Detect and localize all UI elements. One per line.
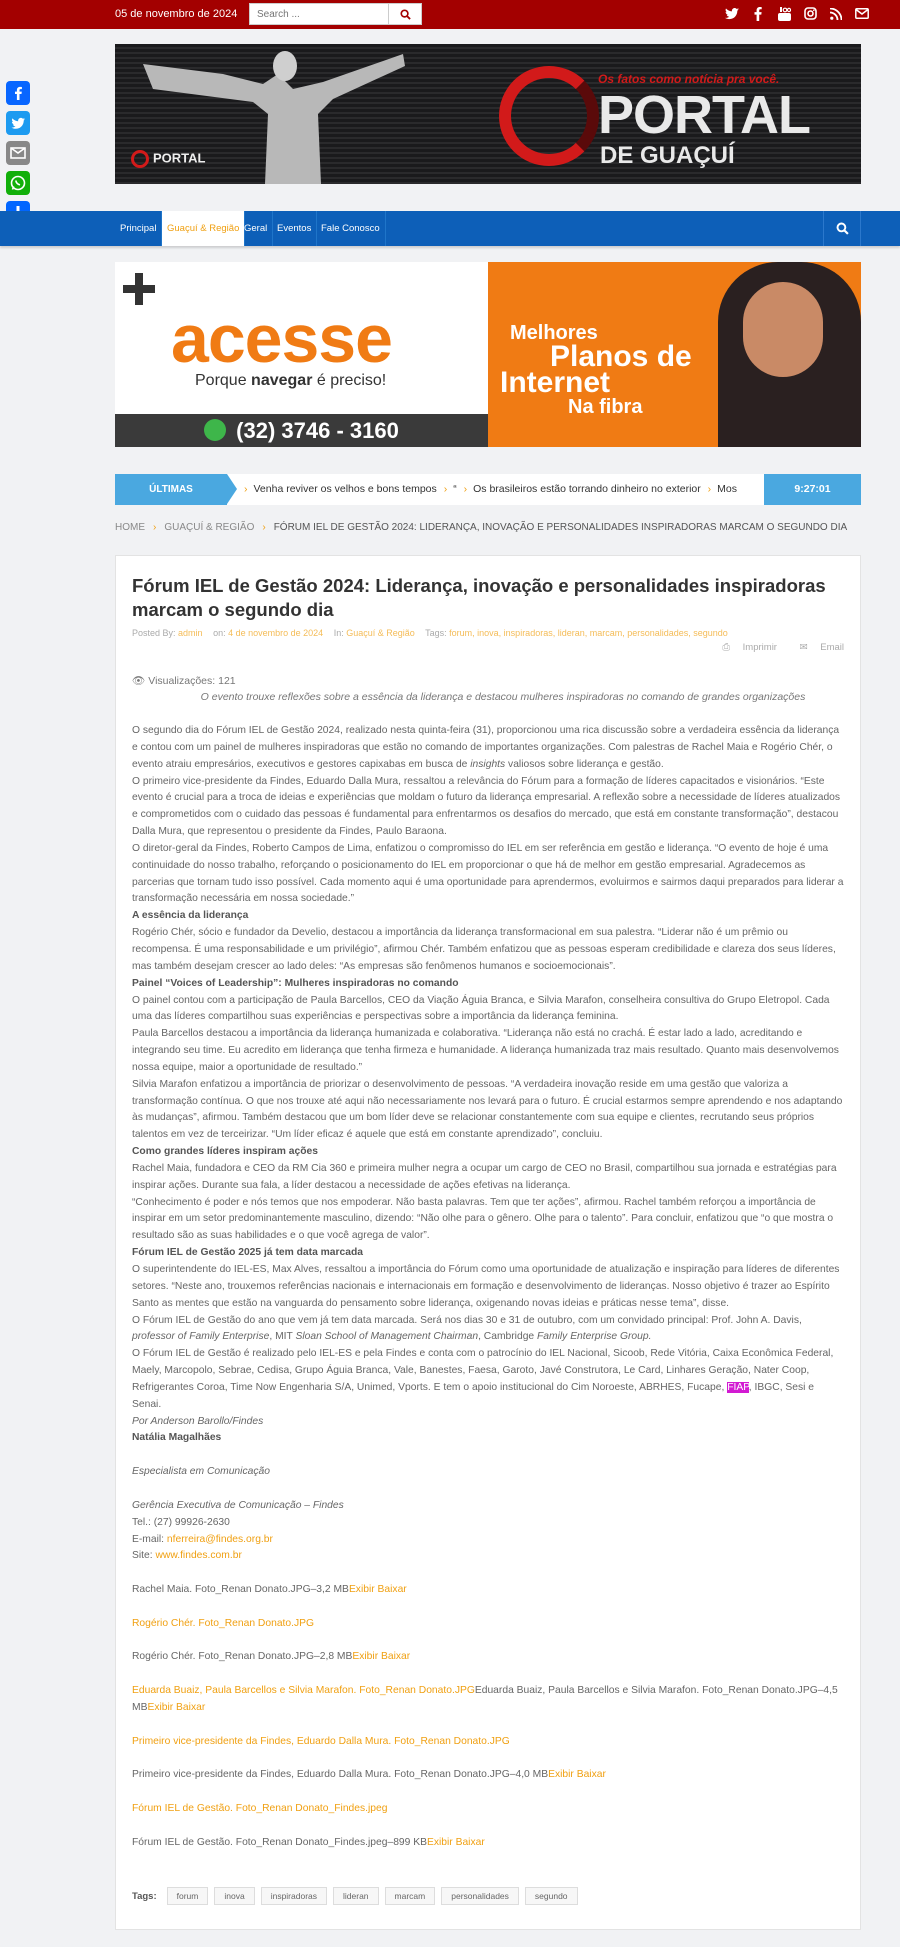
article-card bbox=[115, 555, 861, 1930]
contact-department-text: Gerência Executiva de Comunicação – Findes bbox=[132, 1499, 344, 1511]
paragraph: “Conhecimento é poder e nós temos que nos empoderar. Não basta palavras. Tem que ter ações”, afirmou. Rachel também reforçou a importância de inspirar em um setor predominantemente masculino, dizendo: “Não olhe para o gênero. Olhe para o talento”. Para concluir, enfatizou que “o que mostra o resultado são as suas habilidades e o que você agrega de valor”. bbox=[132, 1196, 834, 1242]
ad-line-4: Na fibra bbox=[568, 396, 643, 418]
chevron-right-icon: › bbox=[153, 522, 157, 533]
byline bbox=[132, 1414, 846, 1431]
attachment bbox=[132, 1801, 846, 1818]
attachment-info: Primeiro vice-presidente da Findes, Eduardo Dalla Mura. Foto_Renan Donato.JPG–4,0 MB bbox=[132, 1769, 549, 1781]
envelope-icon[interactable] bbox=[855, 6, 869, 21]
banner-tagline: Os fatos como notícia pra você. bbox=[598, 72, 780, 86]
view-count-text: Visualizações: 121 bbox=[148, 675, 236, 687]
search-icon bbox=[400, 9, 411, 20]
instagram-icon[interactable] bbox=[803, 6, 817, 21]
youtube-icon[interactable] bbox=[777, 6, 791, 21]
paragraph bbox=[132, 1346, 846, 1413]
attachment bbox=[132, 1683, 846, 1717]
section-heading: Painel “Voices of Leadership”: Mulheres inspiradoras no comando bbox=[132, 977, 459, 989]
nav-item-fale-conosco[interactable]: Fale Conosco bbox=[316, 211, 386, 246]
small-logo bbox=[131, 150, 205, 168]
paragraph-text: , IBGC, Sesi e Senai. bbox=[132, 1381, 815, 1410]
section-heading: Como grandes líderes inspiram ações bbox=[132, 1146, 318, 1158]
section-heading: A essência da liderança bbox=[132, 910, 249, 922]
ticker-label: ÚLTIMAS bbox=[115, 474, 227, 505]
print-label: Imprimir bbox=[742, 642, 777, 653]
article-title: Fórum IEL de Gestão 2024: Liderança, inovação e personalidades inspiradoras marcam o segundo dia bbox=[132, 575, 826, 620]
logo-ring-small-icon bbox=[131, 150, 149, 168]
contact-department bbox=[132, 1498, 846, 1515]
tag-list bbox=[132, 1887, 584, 1905]
article-tools bbox=[702, 642, 844, 653]
email-label: Email bbox=[820, 642, 844, 653]
meta-date[interactable]: 4 de novembro de 2024 bbox=[228, 628, 324, 638]
contact-phone: Tel.: (27) 99926-2630 bbox=[132, 1516, 230, 1528]
attachment-link[interactable]: Fórum IEL de Gestão. Foto_Renan Donato_Findes.jpeg bbox=[132, 1803, 388, 1814]
meta-tags-label: Tags: bbox=[425, 628, 447, 638]
ticker-item[interactable]: Os brasileiros estão torrando dinheiro no exterior bbox=[473, 483, 701, 495]
search-box bbox=[249, 3, 422, 25]
nav-item-eventos[interactable]: Eventos bbox=[272, 211, 317, 246]
ticker-item[interactable]: “ bbox=[453, 483, 457, 495]
attachment bbox=[132, 1767, 846, 1784]
contact-name: Natália Magalhães bbox=[132, 1432, 222, 1444]
paragraph: O primeiro vice-presidente da Findes, Eduardo Dalla Mura, ressaltou a relevância do Fórum para a formação de líderes capacitados e visionários. “Este evento é crucial para a troca de ideias e experiências que moldam o futuro da liderança empresarial. A reflexão sobre a necessidade de líderes atualizados e comprometidos com o cuidado das pessoas é fundamental para enfrentarmos os desafios do mercado, que está em constante transformação”, destacou Dalla Mura, que representou o presidente da Findes, Paulo Baraona. bbox=[132, 775, 841, 838]
meta-category[interactable]: Guaçuí & Região bbox=[346, 628, 415, 638]
ad-phone-bar bbox=[115, 414, 488, 447]
highlighted-text: FIAP bbox=[727, 1381, 749, 1393]
tag-link[interactable]: marcam bbox=[385, 1887, 436, 1905]
paragraph-text: O segundo dia do Fórum IEL de Gestão 2024, realizado nesta quinta-feira (31), proporcionou uma rica discussão sobre a verdadeira essência da liderança e contou com um painel de mulheres inspiradoras que estão no comando de importantes organizações. Com palestras de Rachel Maia e Rogério Chér, o evento atraiu empresários, executivos e gestores capixabas em busca de bbox=[132, 725, 840, 770]
ad-slogan bbox=[195, 372, 386, 390]
chevron-right-icon: › bbox=[463, 483, 468, 495]
paragraph-emphasis: Sloan School of Management Chairman bbox=[295, 1331, 479, 1343]
paragraph-text: , Cambridge bbox=[478, 1331, 538, 1343]
contact-site bbox=[132, 1548, 846, 1565]
advertisement-banner[interactable] bbox=[115, 262, 861, 447]
small-logo-text: PORTAL bbox=[153, 150, 206, 166]
contact-site-label: Site: bbox=[132, 1550, 156, 1562]
ad-model-face bbox=[743, 282, 823, 377]
article-subtitle: O evento trouxe reflexões sobre a essência da liderança e destacou mulheres inspiradoras no comando de grandes organizações bbox=[200, 691, 806, 703]
paragraph-emphasis: Family Enterprise Group. bbox=[537, 1331, 652, 1343]
attachment bbox=[132, 1835, 846, 1852]
whatsapp-icon bbox=[204, 419, 226, 441]
paragraph-text: O Fórum IEL de Gestão é realizado pelo IEL-ES e pela Findes e conta com o patrocínio do IEL Nacional, Sicoob, Rede Vitória, Caixa Econômica Federal, Maely, Marcopolo, Sebrae, Cedisa, Grupo Águia Branca, Vale, Banestes, Faesa, Garoto, Javé Construtora, Le Card, Linhares Geração, Nater Coop, Refrigerantes Coroa, Time Now Engenharia S/A, Unimed, Vports. E tem o apoio institucional do Cim Noroeste, ABRHES, Fucape, bbox=[132, 1348, 834, 1393]
contact-role-text: Especialista em Comunicação bbox=[132, 1466, 270, 1478]
nav-search-button[interactable] bbox=[823, 211, 861, 246]
floating-share-bar bbox=[5, 80, 31, 230]
breadcrumb-current: FÓRUM IEL DE GESTÃO 2024: LIDERANÇA, INOVAÇÃO E PERSONALIDADES INSPIRADORAS MARCAM O SEGUNDO DIA bbox=[273, 522, 848, 533]
chevron-right-icon: › bbox=[707, 483, 712, 495]
paragraph bbox=[132, 1313, 846, 1347]
meta-author-label: Posted By: bbox=[132, 628, 176, 638]
attachment-info: Fórum IEL de Gestão. Foto_Renan Donato_Findes.jpeg–899 KB bbox=[132, 1836, 427, 1848]
attachment bbox=[132, 1616, 846, 1633]
meta-author[interactable]: admin bbox=[178, 628, 203, 638]
attachment-info: Eduarda Buaiz, Paula Barcellos e Silvia Marafon. Foto_Renan Donato.JPG–4,5 MB bbox=[132, 1685, 838, 1713]
tags-label: Tags: bbox=[132, 1890, 157, 1902]
meta-category-label: In: bbox=[333, 628, 344, 638]
twitter-icon[interactable] bbox=[5, 110, 31, 136]
tag-link[interactable]: segundo bbox=[525, 1887, 578, 1905]
ad-slogan-pre: Porque bbox=[195, 372, 252, 389]
site-header-banner[interactable] bbox=[115, 44, 861, 184]
whatsapp-icon[interactable] bbox=[5, 170, 31, 196]
nav-item-geral[interactable]: Geral bbox=[239, 211, 273, 246]
search-input[interactable] bbox=[250, 4, 388, 24]
nav-item-guacui-regiao[interactable]: Guaçuí & Região bbox=[162, 211, 245, 246]
social-links bbox=[725, 6, 869, 21]
ad-left-panel bbox=[115, 262, 488, 447]
eye-icon: 👁 bbox=[132, 675, 146, 687]
current-date: 05 de novembro de 2024 bbox=[115, 8, 238, 20]
ad-brand: acesse bbox=[171, 301, 392, 377]
attachment-info: Rogério Chér. Foto_Renan Donato.JPG–2,8 MB bbox=[132, 1651, 353, 1663]
facebook-icon[interactable] bbox=[751, 6, 765, 21]
article-meta bbox=[132, 628, 844, 638]
paragraph: O diretor-geral da Findes, Roberto Campos de Lima, enfatizou o compromisso do IEL em ser referência em gestão e liderança. “O evento de hoje é uma continuidade do nosso trabalho, reforçando o posicionamento do IEL em proporcionar o que há de melhor em gestão empresarial. Agradecemos as parcerias que tornam tudo isso possível. Cada momento aqui é uma oportunidade para aprendermos, evoluirmos e sairmos daqui preparados para liderar a transformação necessária em nossa sociedade.” bbox=[132, 842, 844, 905]
byline-text: Por Anderson Barollo/Findes bbox=[132, 1415, 264, 1427]
contact-email-link[interactable]: nferreira@findes.org.br bbox=[166, 1533, 273, 1545]
paragraph-text: O Fórum IEL de Gestão do ano que vem já tem data marcada. Será nos dias 30 e 31 de outubro, com um convidado principal: Prof. John A. Davis, bbox=[132, 1314, 802, 1326]
section-heading: Fórum IEL de Gestão 2025 já tem data marcada bbox=[132, 1247, 364, 1259]
paragraph: Silvia Marafon enfatizou a importância de priorizar o desenvolvimento de pessoas. “A verdadeira inovação reside em uma gestão que valoriza a transformação contínua. O que nos trouxe até aqui não necessariamente nos levará para o futuro. É crucial estarmos sempre aprendendo e nos adaptando às mudanças”, afirmou. Também destacou que um bom líder deve se relacionar constantemente com sua equipe e clientes, recrutando seus próprios talentos em vez de terceirizar. “Um líder eficaz é aquele que está em constante aprendizado”, concluiu. bbox=[132, 1078, 843, 1141]
paragraph: Rachel Maia, fundadora e CEO da RM Cia 360 e primeira mulher negra a ocupar um cargo de CEO no Brasil, compartilhou sua jornada e estratégias para inspirar ações. Durante sua fala, a líder destacou a necessidade de ações efetivas na liderança. bbox=[132, 1162, 837, 1191]
nav-item-principal[interactable]: Principal bbox=[115, 211, 162, 246]
ad-right-panel bbox=[488, 262, 861, 447]
main-nav bbox=[0, 211, 900, 246]
view-count bbox=[132, 674, 236, 687]
ad-phone: (32) 3746 - 3160 bbox=[236, 418, 399, 443]
ad-slogan-bold: navegar bbox=[251, 372, 313, 389]
print-button[interactable] bbox=[712, 642, 777, 653]
twitter-icon[interactable] bbox=[725, 6, 739, 21]
ad-slogan-post: é preciso! bbox=[312, 372, 387, 389]
facebook-icon[interactable] bbox=[5, 80, 31, 106]
chevron-right-icon: › bbox=[244, 483, 248, 495]
tag-link[interactable]: lideran bbox=[333, 1887, 379, 1905]
logo-ring bbox=[499, 66, 599, 166]
meta-tags[interactable]: forum, inova, inspiradoras, lideran, marcam, personalidades, segundo bbox=[449, 628, 728, 638]
ad-line-2: Planos de bbox=[550, 340, 692, 373]
chevron-right-icon: › bbox=[443, 483, 448, 495]
paragraph: O painel contou com a participação de Paula Barcellos, CEO da Viação Águia Branca, e Silvia Marafon, conselheira consultiva do Grupo Eletropol. Cada uma das líderes compartilhou suas experiências e perspectivas sobre a importância da liderança feminina. bbox=[132, 994, 830, 1023]
email-button[interactable] bbox=[790, 642, 844, 653]
tag-link[interactable]: inova bbox=[214, 1887, 254, 1905]
paragraph-text: valiosos sobre liderança e gestão. bbox=[505, 758, 664, 770]
attachment-link[interactable]: Primeiro vice-presidente da Findes, Eduardo Dalla Mura. Foto_Renan Donato.JPG bbox=[132, 1735, 510, 1747]
envelope-icon: ✉ bbox=[799, 642, 808, 653]
tag-link[interactable]: personalidades bbox=[441, 1887, 519, 1905]
banner-subtitle: DE GUAÇUÍ bbox=[600, 142, 735, 169]
tag-link[interactable]: inspiradoras bbox=[261, 1887, 327, 1905]
banner-title: PORTAL bbox=[598, 85, 810, 145]
article-body bbox=[132, 723, 846, 1852]
attachment-download-link[interactable]: Exibir Baixar bbox=[426, 1836, 485, 1848]
top-bar bbox=[0, 0, 900, 29]
breadcrumb-section[interactable]: GUAÇUÍ & REGIÃO bbox=[164, 522, 255, 533]
attachment-download-link[interactable]: Exibir Baixar bbox=[348, 1584, 407, 1596]
attachment bbox=[132, 1649, 846, 1666]
attachment bbox=[132, 1734, 846, 1751]
attachment-download-link[interactable]: Exibir Baixar bbox=[352, 1651, 411, 1663]
paragraph-emphasis: professor of Family Enterprise bbox=[132, 1331, 270, 1343]
ticker-item[interactable]: Venha reviver os velhos e bons tempos bbox=[253, 483, 437, 495]
ad-line-1: Melhores bbox=[510, 322, 598, 344]
attachment bbox=[132, 1582, 846, 1599]
attachment-download-link[interactable]: Exibir Baixar bbox=[147, 1701, 206, 1713]
contact-email bbox=[132, 1532, 846, 1549]
contact-email-label: E-mail: bbox=[132, 1533, 167, 1545]
attachment-link[interactable]: Rogério Chér. Foto_Renan Donato.JPG bbox=[132, 1617, 315, 1629]
breadcrumb bbox=[115, 522, 847, 533]
meta-date-label: on: bbox=[213, 628, 226, 638]
news-ticker bbox=[115, 474, 861, 505]
printer-icon: ⎙ bbox=[722, 642, 731, 653]
contact-site-link[interactable]: www.findes.com.br bbox=[155, 1550, 242, 1562]
search-icon bbox=[836, 222, 849, 235]
contact-role bbox=[132, 1464, 846, 1481]
ticker-clock: 9:27:01 bbox=[764, 474, 861, 505]
tag-link[interactable]: forum bbox=[167, 1887, 209, 1905]
breadcrumb-home[interactable]: HOME bbox=[115, 522, 145, 533]
plus-icon bbox=[123, 273, 155, 305]
paragraph: Paula Barcellos destacou a importância da liderança humanizada e colaborativa. “Liderança não está no crachá. É estar lado a lado, acreditando e integrando seu time. Eu acredito em liderança que tenha firmeza e humanidade. A liderança humanizada traz mais resultado. Quanto mais desenvolvemos nossa equipe, maior a oportunidade de resultado.” bbox=[132, 1028, 839, 1073]
ticker-headlines bbox=[240, 474, 750, 505]
paragraph-text: , MIT bbox=[269, 1331, 296, 1343]
email-icon[interactable] bbox=[5, 140, 31, 166]
attachment-link[interactable]: Eduarda Buaiz, Paula Barcellos e Silvia Marafon. Foto_Renan Donato.JPG bbox=[132, 1685, 475, 1697]
paragraph: Rogério Chér, sócio e fundador da Develio, destacou a importância da liderança transformacional em sua palestra. “Liderar não é um prêmio ou recompensa. É uma responsabilidade e um privilégio”, afirmou Chér. Também enfatizou que as pessoas esperam credibilidade e clareza dos seus líderes, mas também desejam crescer ao lado deles: “As empresas são fenômenos humanos e socioemocionais”. bbox=[132, 927, 836, 972]
paragraph bbox=[132, 723, 846, 774]
ad-line-3: Internet bbox=[500, 366, 611, 399]
attachment-download-link[interactable]: Exibir Baixar bbox=[548, 1769, 606, 1781]
attachment-info: Rachel Maia. Foto_Renan Donato.JPG–3,2 MB bbox=[132, 1584, 349, 1596]
paragraph: O superintendente do IEL-ES, Max Alves, ressaltou a importância do Fórum como uma oportunidade de atualização e inspiração para líderes de diferentes setores. “Neste ano, trouxemos referências nacionais e internacionais em formação e desenvolvimento de lideranças. Nosso objetivo é trazer ao Espírito Santo as mentes que estão na vanguarda do pensamento sobre liderança, oxigenando novas ideias e práticas nesse tema”, disse. bbox=[132, 1264, 840, 1309]
rss-icon[interactable] bbox=[829, 6, 843, 21]
search-button[interactable] bbox=[388, 4, 421, 24]
ticker-item[interactable]: Mos bbox=[717, 483, 738, 495]
chevron-right-icon: › bbox=[262, 522, 266, 533]
paragraph-emphasis: insights bbox=[470, 758, 506, 770]
